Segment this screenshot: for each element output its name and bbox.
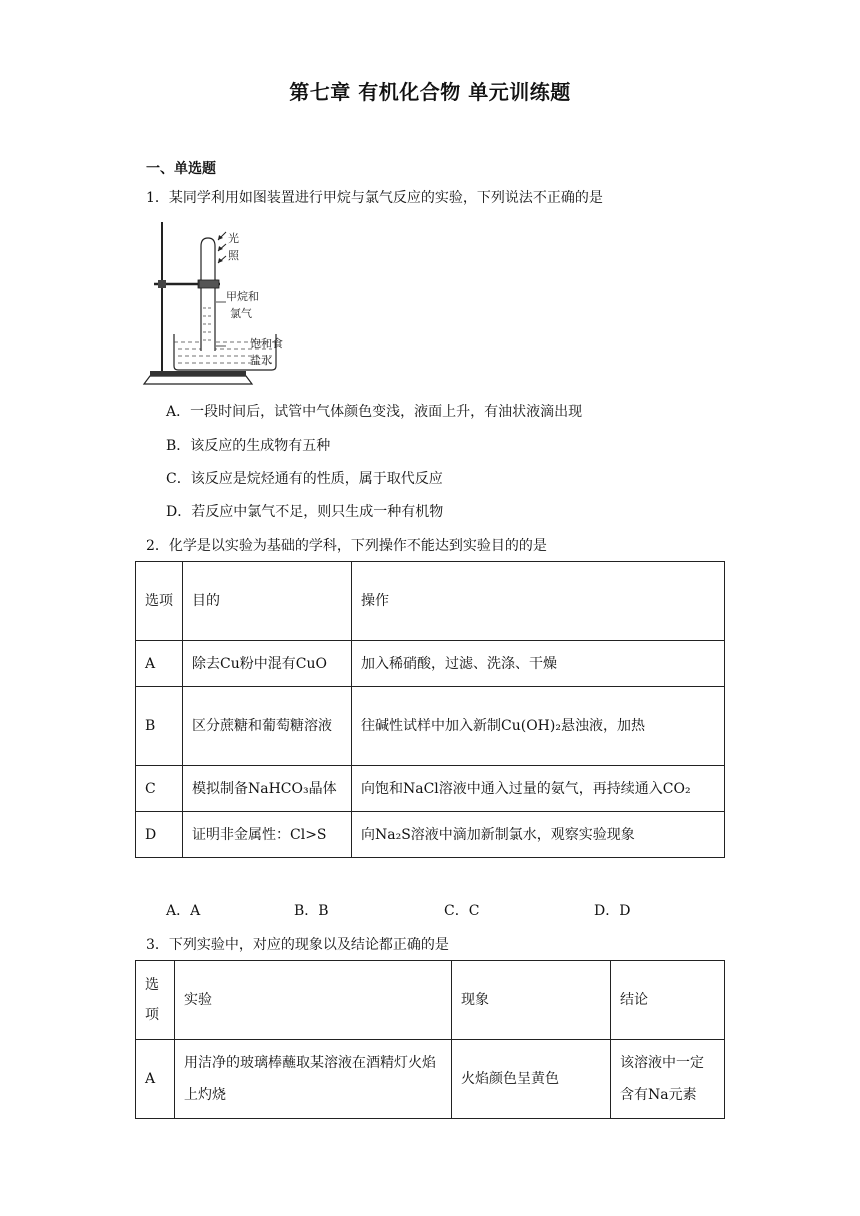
table-row [136,641,725,687]
table-cell: 向Na₂S溶液中滴加新制氯水，观察实验现象 [352,812,725,858]
header-cell: 操作 [352,562,725,641]
header-cell: 选项 [136,562,183,641]
table-cell: A [136,1040,175,1119]
gas-label-1: 甲烷和 [226,290,259,303]
table-header-row [136,961,725,1040]
table-cell: 该溶液中一定含有Na元素 [611,1040,725,1119]
question-1-stem: 1．某同学利用如图装置进行甲烷与氯气反应的实验，下列说法不正确的是 [146,190,603,206]
page-title: 第七章 有机化合物 单元训练题 [289,80,571,104]
table-cell: 向饱和NaCl溶液中通入过量的氨气，再持续通入CO₂ [352,766,725,812]
q2-answer-b: B．B [294,903,329,919]
q2-answer-d: D．D [594,903,631,919]
header-cell: 选项 [136,961,175,1040]
apparatus-diagram [140,216,310,386]
light-label-1: 光 [228,232,239,245]
q2-answer-a: A．A [166,903,201,919]
gas-label-2: 氯气 [230,307,252,320]
table-row [136,812,725,858]
table-row [136,766,725,812]
table-cell: C [136,766,183,812]
apparatus-figure [140,216,310,386]
table-cell: 往碱性试样中加入新制Cu(OH)₂悬浊液，加热 [352,687,725,766]
brine-label-1: 饱和食 [250,337,283,350]
table-cell: 模拟制备NaHCO₃晶体 [183,766,352,812]
q1-option-c: C．该反应是烷烃通有的性质，属于取代反应 [166,471,443,487]
q2-table [135,561,725,858]
table-row [136,1040,725,1119]
table-header-row [136,562,725,641]
table-cell: 证明非金属性：Cl>S [183,812,352,858]
header-cell: 实验 [175,961,452,1040]
q1-option-a: A．一段时间后，试管中气体颜色变浅，液面上升，有油状液滴出现 [166,404,583,420]
q1-option-b: B．该反应的生成物有五种 [166,438,331,454]
header-cell: 结论 [611,961,725,1040]
q3-table [135,960,725,1119]
header-cell: 现象 [452,961,611,1040]
table-cell: 区分蔗糖和葡萄糖溶液 [183,687,352,766]
brine-label-2: 盐水 [250,354,272,367]
question-3-stem: 3．下列实验中，对应的现象以及结论都正确的是 [146,937,449,953]
section-heading: 一、单选题 [146,161,216,177]
table-cell: 火焰颜色呈黄色 [452,1040,611,1119]
question-2-stem: 2．化学是以实验为基础的学科，下列操作不能达到实验目的的是 [146,538,547,554]
table-cell: 加入稀硝酸，过滤、洗涤、干燥 [352,641,725,687]
table-cell: D [136,812,183,858]
q2-answer-c: C．C [444,903,480,919]
table-cell: 用洁净的玻璃棒蘸取某溶液在酒精灯火焰上灼烧 [175,1040,452,1119]
light-label-2: 照 [228,249,239,262]
table-cell: B [136,687,183,766]
table-cell: A [136,641,183,687]
table-cell: 除去Cu粉中混有CuO [183,641,352,687]
q1-option-d: D．若反应中氯气不足，则只生成一种有机物 [166,504,444,520]
header-cell: 目的 [183,562,352,641]
table-row [136,687,725,766]
